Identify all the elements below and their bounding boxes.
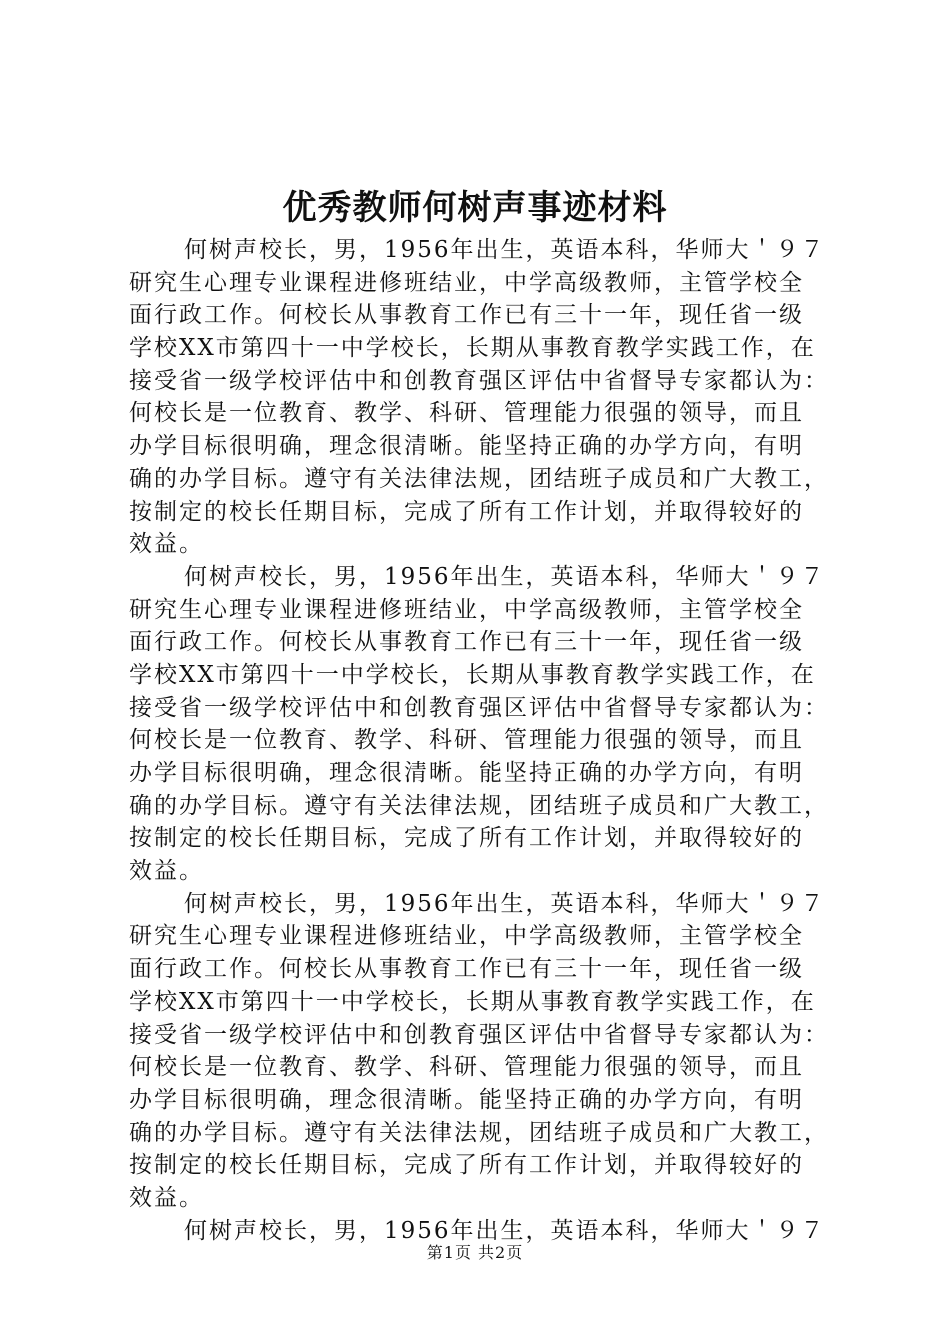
paragraph-2-line-2: 研究生心理专业课程进修班结业，中学高级教师，主管学校全 xyxy=(129,596,804,623)
paragraph-2-line-8: 确的办学目标。遵守有关法律法规，团结班子成员和广大教工， xyxy=(129,792,829,819)
document-title: 优秀教师何树声事迹材料 xyxy=(282,188,668,228)
paragraph-2-line-9: 按制定的校长任期目标，完成了所有工作计划，并取得较好的 xyxy=(129,825,804,852)
paragraph-1-line-3: 面行政工作。何校长从事教育工作已有三十一年，现任省一级 xyxy=(129,302,804,329)
paragraph-2-line-3: 面行政工作。何校长从事教育工作已有三十一年，现任省一级 xyxy=(129,629,804,656)
paragraph-2-line-5: 接受省一级学校评估中和创教育强区评估中省督导专家都认为： xyxy=(129,694,829,721)
paragraph-1-line-1: 何树声校长，男，1956年出生，英语本科，华师大＇９７ xyxy=(184,237,826,263)
paragraph-2-line-10: 效益。 xyxy=(129,858,204,885)
paragraph-1-line-4: 学校XX市第四十一中学校长，长期从事教育教学实践工作，在 xyxy=(129,335,816,362)
paragraph-1-line-6: 何校长是一位教育、教学、科研、管理能力很强的领导，而且 xyxy=(129,400,804,427)
paragraph-3-line-8: 确的办学目标。遵守有关法律法规，团结班子成员和广大教工， xyxy=(129,1119,829,1146)
paragraph-1-line-2: 研究生心理专业课程进修班结业，中学高级教师，主管学校全 xyxy=(129,269,804,296)
paragraph-1-line-10: 效益。 xyxy=(129,531,204,558)
paragraph-3-line-4: 学校XX市第四十一中学校长，长期从事教育教学实践工作，在 xyxy=(129,988,816,1015)
paragraph-3-line-7: 办学目标很明确，理念很清晰。能坚持正确的办学方向，有明 xyxy=(129,1086,804,1113)
paragraph-3-line-1: 何树声校长，男，1956年出生，英语本科，华师大＇９７ xyxy=(184,890,826,917)
page-number-footer: 第1页 共2页 xyxy=(426,1243,524,1262)
paragraph-3-line-10: 效益。 xyxy=(129,1184,204,1211)
paragraph-4-line-1: 何树声校长，男，1956年出生，英语本科，华师大＇９７ xyxy=(184,1217,826,1244)
paragraph-3-line-6: 何校长是一位教育、教学、科研、管理能力很强的领导，而且 xyxy=(129,1054,804,1081)
paragraph-2-line-4: 学校XX市第四十一中学校长，长期从事教育教学实践工作，在 xyxy=(129,661,816,688)
document-body xyxy=(129,234,834,1247)
paragraph-3-line-9: 按制定的校长任期目标，完成了所有工作计划，并取得较好的 xyxy=(129,1152,804,1179)
paragraph-2-line-6: 何校长是一位教育、教学、科研、管理能力很强的领导，而且 xyxy=(129,727,804,754)
paragraph-2-line-7: 办学目标很明确，理念很清晰。能坚持正确的办学方向，有明 xyxy=(129,760,804,786)
paragraph-1-line-9: 按制定的校长任期目标，完成了所有工作计划，并取得较好的 xyxy=(129,498,804,525)
paragraph-1-line-5: 接受省一级学校评估中和创教育强区评估中省督导专家都认为： xyxy=(129,367,829,394)
paragraph-3-line-2: 研究生心理专业课程进修班结业，中学高级教师，主管学校全 xyxy=(129,923,804,950)
paragraph-1-line-8: 确的办学目标。遵守有关法律法规，团结班子成员和广大教工， xyxy=(129,465,829,492)
paragraph-3-line-5: 接受省一级学校评估中和创教育强区评估中省督导专家都认为： xyxy=(129,1021,829,1048)
paragraph-2-line-1: 何树声校长，男，1956年出生，英语本科，华师大＇９７ xyxy=(184,563,826,590)
paragraph-1-line-7: 办学目标很明确，理念很清晰。能坚持正确的办学方向，有明 xyxy=(129,433,804,460)
paragraph-3-line-3: 面行政工作。何校长从事教育工作已有三十一年，现任省一级 xyxy=(129,956,804,983)
